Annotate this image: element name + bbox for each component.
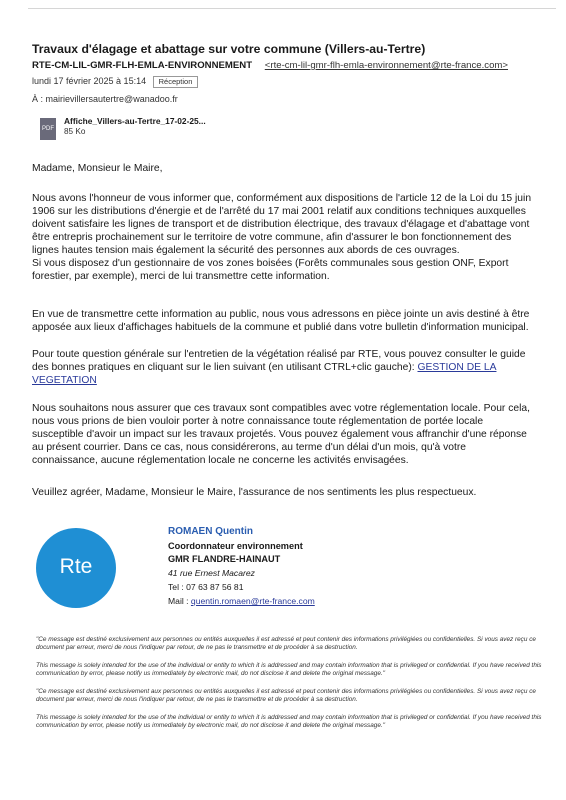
vegetation-guide-link[interactable]: GESTION DE LA VEGETATION xyxy=(32,362,497,386)
signature-tel: Tel : 07 63 87 56 81 xyxy=(168,582,244,592)
paragraph-5 xyxy=(32,402,532,467)
paragraph-4 xyxy=(32,348,532,387)
disclaimer-fr-1: "Ce message est destiné exclusivement aux personnes ou entités auxquelles il est adressé et peut contenir des informations privilégiées ou confidentielles. Si vous avez reçu ce document par erreur, merci de nous l'indiquer par retour, de ne pas le transmettre et de procéder à sa destruction. xyxy=(36,636,536,652)
email-subject: Travaux d'élagage et abattage sur votre commune (Villers-au-Tertre) xyxy=(32,42,426,56)
signature-mail-line xyxy=(168,596,315,606)
signature-name: ROMAEN Quentin xyxy=(168,526,253,537)
mail-label: Mail : xyxy=(168,596,191,606)
to-label: À : xyxy=(32,94,44,104)
email-date: lundi 17 février 2025 à 15:14 xyxy=(32,76,147,86)
recipient-address[interactable]: mairievillersautertre@wanadoo.fr xyxy=(45,94,178,104)
greeting xyxy=(32,162,532,175)
reception-badge: Réception xyxy=(153,76,199,88)
paragraph-1 xyxy=(32,192,532,283)
paragraph-3 xyxy=(32,308,532,334)
sender-name: RTE-CM-LIL-GMR-FLH-EMLA-ENVIRONNEMENT xyxy=(32,60,253,71)
attachment[interactable] xyxy=(40,116,230,146)
signature-org: GMR FLANDRE-HAINAUT xyxy=(168,554,281,564)
greeting-text: Madame, Monsieur le Maire, xyxy=(32,163,163,174)
paragraph-1-text: Nous avons l'honneur de vous informer que, conformément aux dispositions de l'article 12 de la Loi du 15 juin 1906 sur les distributions d'énergie et de l'arrêté du 17 mai 2001 relatif aux conditions techniques auxquelles doivent satisfaire les lignes de transport et de distribution électrique, des travaux d'élagage et d'abattage vont être entrepris prochainement sur le territoire de votre commune, afin d'assurer le bon fonctionnement des lignes hautes tension mais également la sécurité des personnes aux abords de ces ouvrages. xyxy=(32,193,532,256)
paragraph-4-body: Pour toute question générale sur l'entretien de la végétation réalisé par RTE, vous pouvez consulter le guide des bonnes pratiques en cliquant sur le lien suivant (en utilisant CTRL+clic gauche): xyxy=(32,349,526,373)
signature-title: Coordonnateur environnement xyxy=(168,541,303,551)
disclaimer-fr-2: "Ce message est destiné exclusivement aux personnes ou entités auxquelles il est adressé et peut contenir des informations privilégiées ou confidentielles. Si vous avez reçu ce document par erreur, merci de nous l'indiquer par retour, de ne pas le transmettre et de procéder à sa destruction. xyxy=(36,688,536,704)
sender-address[interactable]: <rte-cm-lil-gmr-flh-emla-environnement@rte-france.com> xyxy=(264,60,509,71)
date-line xyxy=(32,76,198,88)
paragraph-2-text: Si vous disposez d'un gestionnaire de vos zones boisées (Forêts communales sous gestion ONF, Export forestier, par exemple), merci de lui transmettre cette information. xyxy=(32,258,509,282)
top-divider xyxy=(28,8,556,9)
paragraph-4-text xyxy=(32,348,532,387)
rte-logo xyxy=(36,528,116,608)
signature-mail-link[interactable]: quentin.romaen@rte-france.com xyxy=(190,596,315,606)
attachment-name[interactable]: Affiche_Villers-au-Tertre_17-02-25... xyxy=(64,116,206,126)
pdf-icon: PDF xyxy=(40,118,56,140)
disclaimer-en-2: This message is solely intended for the use of the individual or entity to which it is addressed and may contain information that is privileged or confidential. If you have received this communication by error, please notify us immediately by electronic mail, do not disclose it and delete the original message." xyxy=(36,714,542,730)
rte-logo-text: Rte xyxy=(59,555,93,578)
attachment-size: 85 Ko xyxy=(64,127,86,136)
disclaimer-en-1: This message is solely intended for the use of the individual or entity to which it is addressed and may contain information that is privileged or confidential. If you have received this communication by error, please notify us immediately by electronic mail, do not disclose it and delete the original message." xyxy=(36,662,542,678)
signature-address: 41 rue Ernest Macarez xyxy=(168,568,255,578)
paragraph-3-text: En vue de transmettre cette information au public, nous vous adressons en pièce jointe un avis destiné à être apposée aux lieux d'affichages habituels de la commune et publié dans votre bulletin d'information municipal. xyxy=(32,309,530,333)
closing xyxy=(32,486,532,499)
closing-text: Veuillez agréer, Madame, Monsieur le Maire, l'assurance de nos sentiments les plus respectueux. xyxy=(32,487,477,498)
recipient-line xyxy=(32,94,178,104)
sender-line xyxy=(32,60,508,71)
paragraph-5-text: Nous souhaitons nous assurer que ces travaux sont compatibles avec votre réglementation locale. Pour cela, nous vous prions de bien vouloir porter à notre connaissance toute réglementation de portée locale susceptible d'avoir un impact sur les travaux projetés. Vous pouvez également vous affranchir d'une réponse au présent courrier. Dans ce cas, nous considérerons, au terme d'un délai d'un mois, qu'à votre connaissance, aucune réglementation locale ne concerne les activités envisagées. xyxy=(32,403,530,466)
